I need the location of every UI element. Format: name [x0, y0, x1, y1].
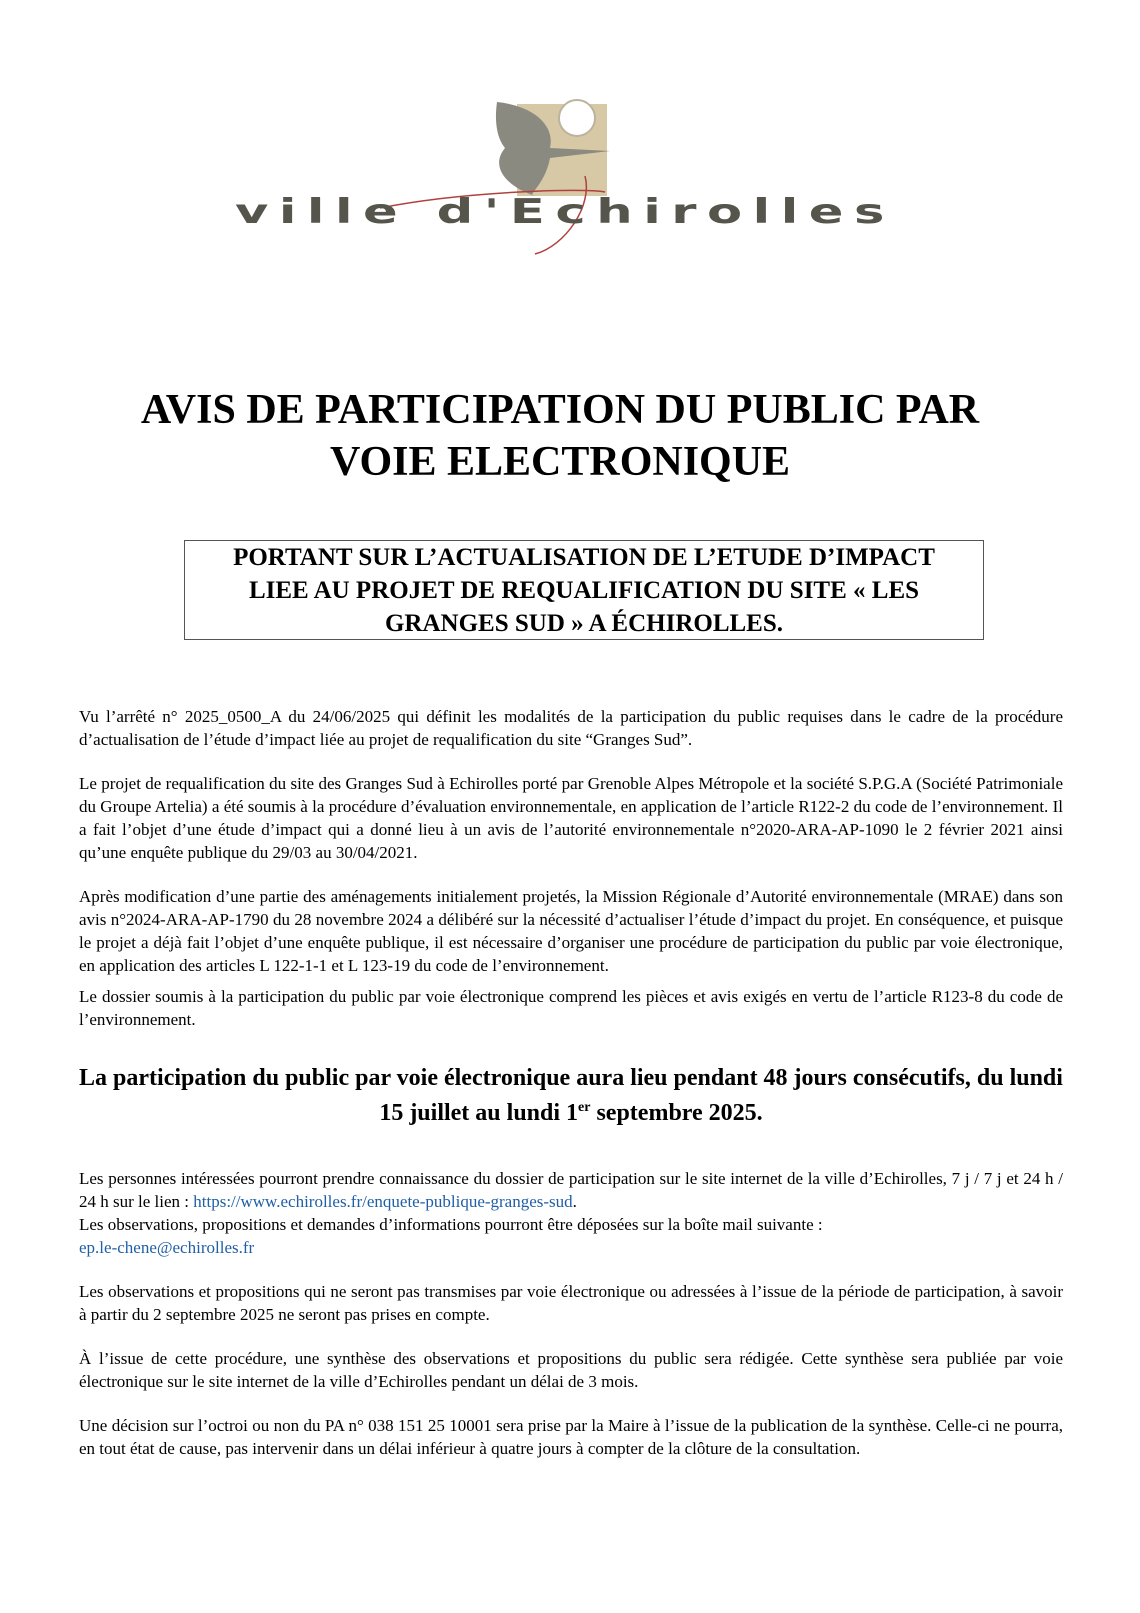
paragraph-access [79, 1167, 1063, 1259]
paragraph-project: Le projet de requalification du site des Granges Sud à Echirolles porté par Grenoble Alpes Métropole et la société S.P.G.A (Société Patrimoniale du Groupe Artelia) a été soumis à la procédure d’évaluation environnementale, en application de l’article R122-2 du code de l’environnement. Il a fait l’objet d’une étude d’impact qui a donné lieu à un avis de l’autorité environnementale n°2020-ARA-AP-1090 le 2 février 2021 ainsi qu’une enquête publique du 29/03 au 30/04/2021. [79, 774, 1063, 862]
participation-dates [79, 1061, 1063, 1131]
dates-sup: er [578, 1100, 591, 1115]
logo-wordmark: ville d'Echirolles [235, 192, 895, 232]
paragraph-decision: Une décision sur l’octroi ou non du PA n° 038 151 25 10001 sera prise par la Maire à l’issue de la publication de la synthèse. Celle-ci ne pourra, en tout état de cause, pas intervenir dans un délai inférieur à quatre jours à compter de la clôture de la consultation. [79, 1416, 1063, 1458]
logo-emblem-icon [205, 96, 925, 256]
dates-text: La participation du public par voie électronique aura lieu pendant 48 jours consécutifs, du lundi 15 juillet au lundi 1 [79, 1065, 1063, 1126]
mail-text: Les observations, propositions et demandes d’informations pourront être déposées sur la boîte mail suivante : [79, 1215, 823, 1234]
title-line-2: VOIE ELECTRONIQUE [329, 439, 791, 485]
dates-text-end: septembre 2025. [590, 1100, 763, 1126]
notice-body [79, 705, 1063, 1481]
paragraph-synthesis: À l’issue de cette procédure, une synthèse des observations et propositions du public sera rédigée. Cette synthèse sera publiée par voie électronique sur le site internet de la ville d’Echirolles pendant un délai de 3 mois. [79, 1349, 1063, 1391]
email-link[interactable]: ep.le-chene@echirolles.fr [79, 1238, 255, 1257]
access-end: . [572, 1192, 577, 1211]
page-title [60, 384, 1060, 488]
paragraph-dossier: Le dossier soumis à la participation du public par voie électronique comprend les pièces et avis exigés en vertu de l’article R123-8 du code de l’environnement. [79, 987, 1063, 1029]
paragraph-mrae: Après modification d’une partie des aménagements initialement projetés, la Mission Régionale d’Autorité environnementale (MRAE) dans son avis n°2024-ARA-AP-1790 du 28 novembre 2024 a délibéré sur la nécessité d’actualiser l’étude d’impact du projet. En conséquence, et puisque le projet a déjà fait l’objet d’une enquête publique, il est nécessaire d’organiser une procédure de participation du public par voie électronique, en application des articles L 122-1-1 et L 123-19 du code de l’environnement. [79, 887, 1063, 975]
paragraph-decree: Vu l’arrêté n° 2025_0500_A du 24/06/2025 qui définit les modalités de la participation du public requises dans le cadre de la procédure d’actualisation de l’étude d’impact liée au projet de requalification du site “Granges Sud”. [79, 707, 1063, 749]
subject-box: PORTANT SUR L’ACTUALISATION DE L’ETUDE D’IMPACT LIEE AU PROJET DE REQUALIFICATION DU SITE « LES GRANGES SUD » A ÉCHIROLLES. [184, 540, 984, 640]
dossier-link[interactable]: https://www.echirolles.fr/enquete-publique-granges-sud [193, 1192, 573, 1211]
paragraph-deadline: Les observations et propositions qui ne seront pas transmises par voie électronique ou adressées à l’issue de la période de participation, à savoir à partir du 2 septembre 2025 ne seront pas prises en compte. [79, 1282, 1063, 1324]
city-logo [205, 96, 925, 256]
title-line-1: AVIS DE PARTICIPATION DU PUBLIC PAR [140, 387, 980, 433]
access-text: Les personnes intéressées pourront prendre connaissance du dossier de participation sur le site internet de la ville d’Echirolles, 7 j / 7 j et 24 h / 24 h sur le lien : [79, 1169, 1063, 1211]
